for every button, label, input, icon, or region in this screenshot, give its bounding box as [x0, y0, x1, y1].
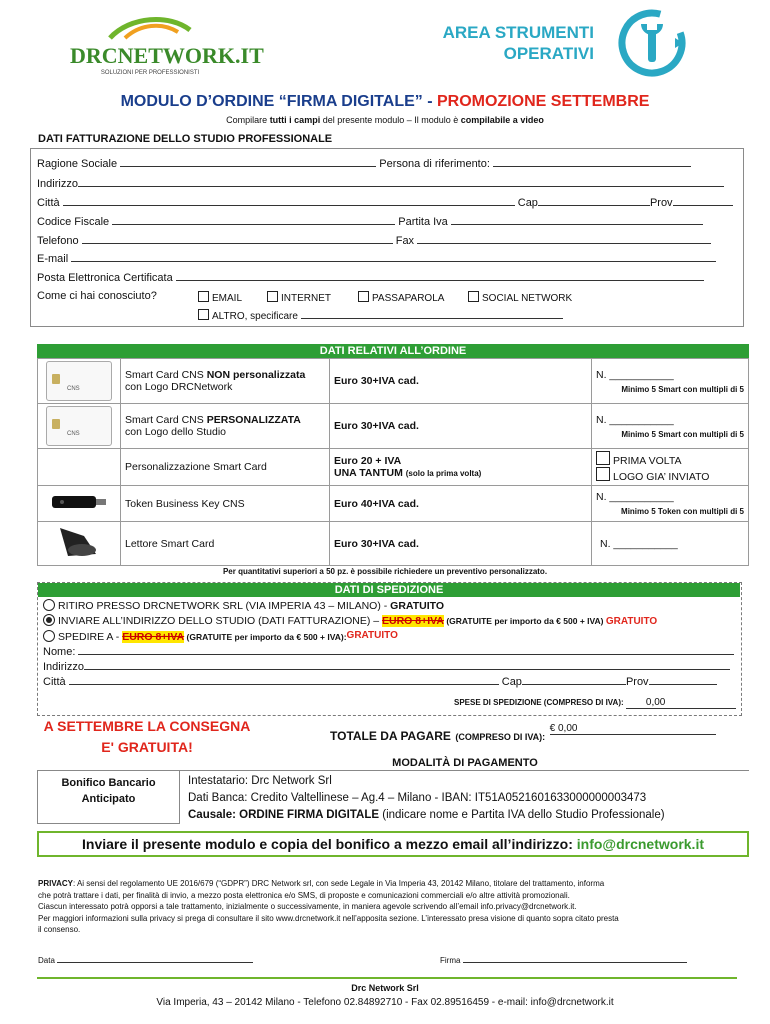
payment-details — [188, 773, 665, 824]
field-ragione-sociale[interactable] — [37, 157, 691, 170]
ship-field-citta[interactable] — [43, 675, 717, 688]
radio-inviare[interactable] — [43, 614, 657, 627]
checkbox-logo-inviato[interactable] — [596, 467, 744, 483]
total-label: TOTALE DA PAGARE — [330, 729, 451, 743]
field-label: Telefono — [37, 235, 79, 247]
field-label: Prov — [625, 676, 649, 688]
checkbox-prima-volta[interactable] — [596, 451, 744, 467]
checkbox-passaparola[interactable] — [358, 291, 444, 304]
product-qty[interactable] — [592, 359, 749, 404]
causale-label: Causale: — [188, 809, 240, 821]
field-come-conosciuto — [37, 290, 157, 302]
payment-method-line: Anticipato — [81, 793, 136, 805]
product-qty[interactable] — [592, 522, 749, 566]
checkbox-internet[interactable] — [267, 291, 331, 304]
field-label: Partita Iva — [398, 216, 448, 228]
product-price: Euro 30+IVA cad. — [330, 404, 592, 449]
checkbox-label: ALTRO, specificare — [212, 311, 298, 322]
page-subtitle — [0, 115, 770, 125]
product-desc: Token Business Key CNS — [121, 486, 330, 522]
checkbox-email[interactable] — [198, 291, 242, 304]
privacy-label: PRIVACY — [38, 879, 73, 888]
order-heading: DATI RELATIVI ALL’ORDINE — [37, 344, 749, 358]
product-image — [38, 449, 121, 486]
card-reader-icon — [54, 524, 104, 560]
table-row — [38, 486, 749, 522]
area-title-line1: AREA STRUMENTI — [442, 23, 594, 42]
usb-token-icon — [48, 490, 110, 514]
wrench-icon — [617, 8, 687, 83]
checkbox-label: LOGO GIA’ INVIATO — [613, 471, 710, 483]
desc-text: Smart Card CNS — [125, 369, 207, 381]
order-footnote: Per quantitativi superiori a 50 pz. è possibile richiedere un preventivo personalizzato. — [222, 567, 548, 576]
product-desc — [121, 359, 330, 404]
shipping-cost — [454, 697, 736, 709]
table-row — [38, 359, 749, 404]
total-value: € 0,00 — [549, 723, 578, 734]
payment-method-cell — [37, 771, 180, 824]
field-label: Indirizzo — [43, 661, 84, 673]
subtitle-bold: compilabile a video — [460, 115, 544, 125]
field-label: Cap — [517, 197, 538, 209]
field-label: Fax — [395, 235, 415, 247]
field-label: Codice Fiscale — [37, 216, 110, 228]
table-row — [38, 404, 749, 449]
field-label: Città — [43, 676, 66, 688]
causale-bold: ORDINE FIRMA DIGITALE — [239, 809, 380, 821]
order-table — [37, 358, 749, 566]
product-image — [38, 359, 121, 404]
qty-note: Minimo 5 Smart con multipli di 5 — [621, 429, 744, 439]
checkbox-label: INTERNET — [281, 293, 331, 304]
footer-address: Via Imperia, 43 – 20142 Milano - Telefono 02.84892710 - Fax 02.89516459 - e-mail: info@drcnetwork.it — [156, 997, 614, 1008]
desc-bold: PERSONALIZZATA — [206, 414, 301, 426]
smart-card-icon — [46, 406, 112, 446]
field-label: Prov — [649, 197, 673, 209]
smart-card-icon — [46, 361, 112, 401]
shipping-cost-label: SPESE DI SPEDIZIONE (COMPRESO DI IVA): — [454, 698, 624, 707]
price-text: UNA TANTUM — [334, 467, 403, 479]
product-image — [38, 486, 121, 522]
privacy-text — [38, 878, 748, 936]
price-text: Euro 20 + IVA — [334, 455, 402, 467]
shipping-heading: DATI DI SPEDIZIONE — [38, 583, 740, 597]
field-label: Indirizzo — [37, 178, 78, 190]
qty-note: Minimo 5 Smart con multipli di 5 — [621, 384, 744, 394]
qty-field[interactable]: N. ___________ — [596, 491, 674, 503]
field-label: Come ci hai conosciuto? — [37, 290, 157, 302]
field-telefono[interactable] — [37, 234, 711, 247]
free-label: GRATUITO — [346, 630, 398, 641]
field-label: Persona di riferimento: — [379, 158, 490, 170]
promo-line: E' GRATUITA! — [101, 739, 193, 755]
table-row — [38, 522, 749, 566]
field-label: Città — [37, 197, 60, 209]
privacy-line: Per maggiori informazioni sulla privacy si prega di consultare il sito www.drcnetwork.it nell’apposita sezione. L’interessato presa visione di quanto sopra citato presta — [38, 913, 619, 923]
field-pec[interactable] — [37, 271, 704, 284]
desc-text: con Logo DRCNetwork — [125, 381, 233, 393]
field-firma[interactable] — [440, 956, 687, 965]
qty-field[interactable]: N. ___________ — [596, 413, 674, 426]
subtitle-part: del presente modulo – Il modulo è — [320, 115, 461, 125]
ship-field-indirizzo[interactable] — [43, 660, 730, 673]
field-label: E-mail — [37, 253, 69, 265]
radio-label: SPEDIRE A - — [58, 631, 123, 643]
radio-label: RITIRO PRESSO DRCNETWORK SRL (VIA IMPERIA 43 – MILANO) - — [58, 600, 391, 612]
privacy-line: che potrà trattare i dati, per finalità di invio, a mezzo posta elettronica e/o SMS, di proposte e comunicazioni commerciali e/o altre attività promozionali. — [38, 890, 570, 900]
area-title — [443, 22, 594, 64]
field-label: Nome: — [43, 646, 76, 658]
checkbox-altro[interactable] — [198, 309, 563, 322]
footer-divider — [37, 977, 737, 979]
logo-leaves-icon — [70, 12, 230, 42]
product-price: Euro 30+IVA cad. — [330, 522, 592, 566]
product-image — [38, 522, 121, 566]
payment-line: Dati Banca: Credito Valtellinese – Ag.4 – Milano - IBAN: IT51A0521601633000000003473 — [188, 792, 647, 804]
field-indirizzo[interactable] — [37, 177, 724, 190]
field-label: Firma — [440, 956, 461, 965]
subtitle-bold: tutti i campi — [269, 115, 321, 125]
field-citta[interactable] — [37, 196, 733, 209]
product-options — [592, 449, 749, 486]
qty-note: Minimo 5 Token con multipli di 5 — [621, 507, 744, 516]
checkbox-label: SOCIAL NETWORK — [482, 293, 573, 304]
billing-heading: DATI FATTURAZIONE DELLO STUDIO PROFESSIONALE — [38, 133, 333, 145]
area-title-line2: OPERATIVI — [503, 44, 594, 63]
product-price — [330, 449, 592, 486]
checkbox-label: EMAIL — [212, 293, 243, 304]
radio-spedire[interactable] — [43, 630, 398, 643]
field-label: Data — [38, 956, 55, 965]
product-desc: Personalizzazione Smart Card — [121, 449, 330, 486]
table-row — [38, 449, 749, 486]
radio-label: INVIARE ALL’INDIRIZZO DELLO STUDIO (DATI FATTURAZIONE) – — [58, 615, 382, 627]
total-note: (COMPRESO DI IVA): — [455, 732, 546, 742]
product-qty[interactable] — [592, 404, 749, 449]
privacy-line-text: : Ai sensi del regolamento UE 2016/679 (“GDPR”) DRC Network srl, con sede Legale in Via Imperia 43, 20142 Milano, titolare del trattamento, informa — [72, 879, 605, 888]
send-box — [37, 831, 749, 857]
footer-company: Drc Network Srl — [351, 983, 419, 993]
causale-text: (indicare nome e Partita IVA dello Studio Professionale) — [379, 809, 665, 821]
page-title-main: MODULO D’ORDINE “FIRMA DIGITALE” - — [120, 93, 437, 110]
field-codice-fiscale[interactable] — [37, 215, 703, 228]
shipping-cost-amount: 0,00 — [645, 697, 666, 708]
product-price: Euro 40+IVA cad. — [330, 486, 592, 522]
promo-line: A SETTEMBRE LA CONSEGNA — [43, 718, 251, 734]
price-note: (solo la prima volta) — [405, 469, 482, 478]
field-data[interactable] — [38, 956, 253, 965]
desc-text: con Logo dello Studio — [125, 426, 226, 438]
field-label: Cap — [501, 676, 522, 688]
subtitle-part: Compilare — [226, 115, 270, 125]
card-text: CNS — [67, 431, 80, 437]
product-desc — [121, 404, 330, 449]
page-title-promo: PROMOZIONE SETTEMBRE — [436, 93, 650, 110]
product-desc: Lettore Smart Card — [121, 522, 330, 566]
payment-heading: MODALITÀ DI PAGAMENTO — [392, 757, 538, 769]
radio-note: (GRATUITE per importo da € 500 + IVA) — [443, 616, 606, 626]
striked-price: EURO 8+IVA — [382, 615, 444, 627]
checkbox-social-network[interactable] — [468, 291, 572, 304]
product-image — [38, 404, 121, 449]
total-to-pay — [330, 723, 716, 745]
qty-field[interactable]: N. ___________ — [596, 368, 674, 381]
free-label: GRATUITO — [605, 616, 658, 627]
privacy-line — [38, 878, 748, 890]
qty-field[interactable]: N. ___________ — [600, 537, 678, 550]
payment-line: Intestatario: Drc Network Srl — [188, 775, 332, 787]
company-logo — [70, 12, 264, 76]
logo-text: DRCNETWORK.IT — [70, 43, 264, 68]
privacy-line: il consenso. — [38, 925, 81, 934]
payment-line — [188, 807, 665, 824]
field-email[interactable] — [37, 252, 716, 265]
payment-method-line: Bonifico Bancario — [61, 777, 156, 789]
radio-ritiro[interactable] — [43, 599, 444, 612]
checkbox-label: PASSAPAROLA — [372, 293, 445, 304]
send-text: Inviare il presente modulo e copia del bonifico a mezzo email all’indirizzo: — [82, 836, 577, 852]
page-title — [0, 93, 770, 111]
field-label: Posta Elettronica Certificata — [37, 272, 173, 284]
field-label: Ragione Sociale — [37, 158, 118, 170]
shipping-cost-value — [626, 697, 736, 709]
checkbox-label: PRIMA VOLTA — [613, 455, 682, 467]
send-email-link[interactable]: info@drcnetwork.it — [576, 836, 704, 852]
privacy-line: Ciascun interessato potrà opporsi a tale trattamento, inizialmente o successivamente, in maniera agevole scrivendo all’email info.privacy@drcnetwork.it. — [38, 902, 577, 911]
logo-tagline: SOLUZIONI PER PROFESSIONISTI — [100, 70, 200, 76]
ship-field-nome[interactable] — [43, 645, 734, 658]
radio-note: (GRATUITE per importo da € 500 + IVA): — [184, 632, 347, 642]
total-value-field — [550, 723, 716, 735]
striked-price: EURO 8+IVA — [122, 631, 185, 643]
product-price: Euro 30+IVA cad. — [330, 359, 592, 404]
desc-bold: NON personalizzata — [206, 369, 306, 381]
promo-text — [37, 716, 257, 758]
product-qty[interactable] — [592, 486, 749, 522]
desc-text: Smart Card CNS — [125, 414, 207, 426]
radio-label-bold: GRATUITO — [390, 600, 445, 612]
card-text: CNS — [67, 386, 80, 392]
